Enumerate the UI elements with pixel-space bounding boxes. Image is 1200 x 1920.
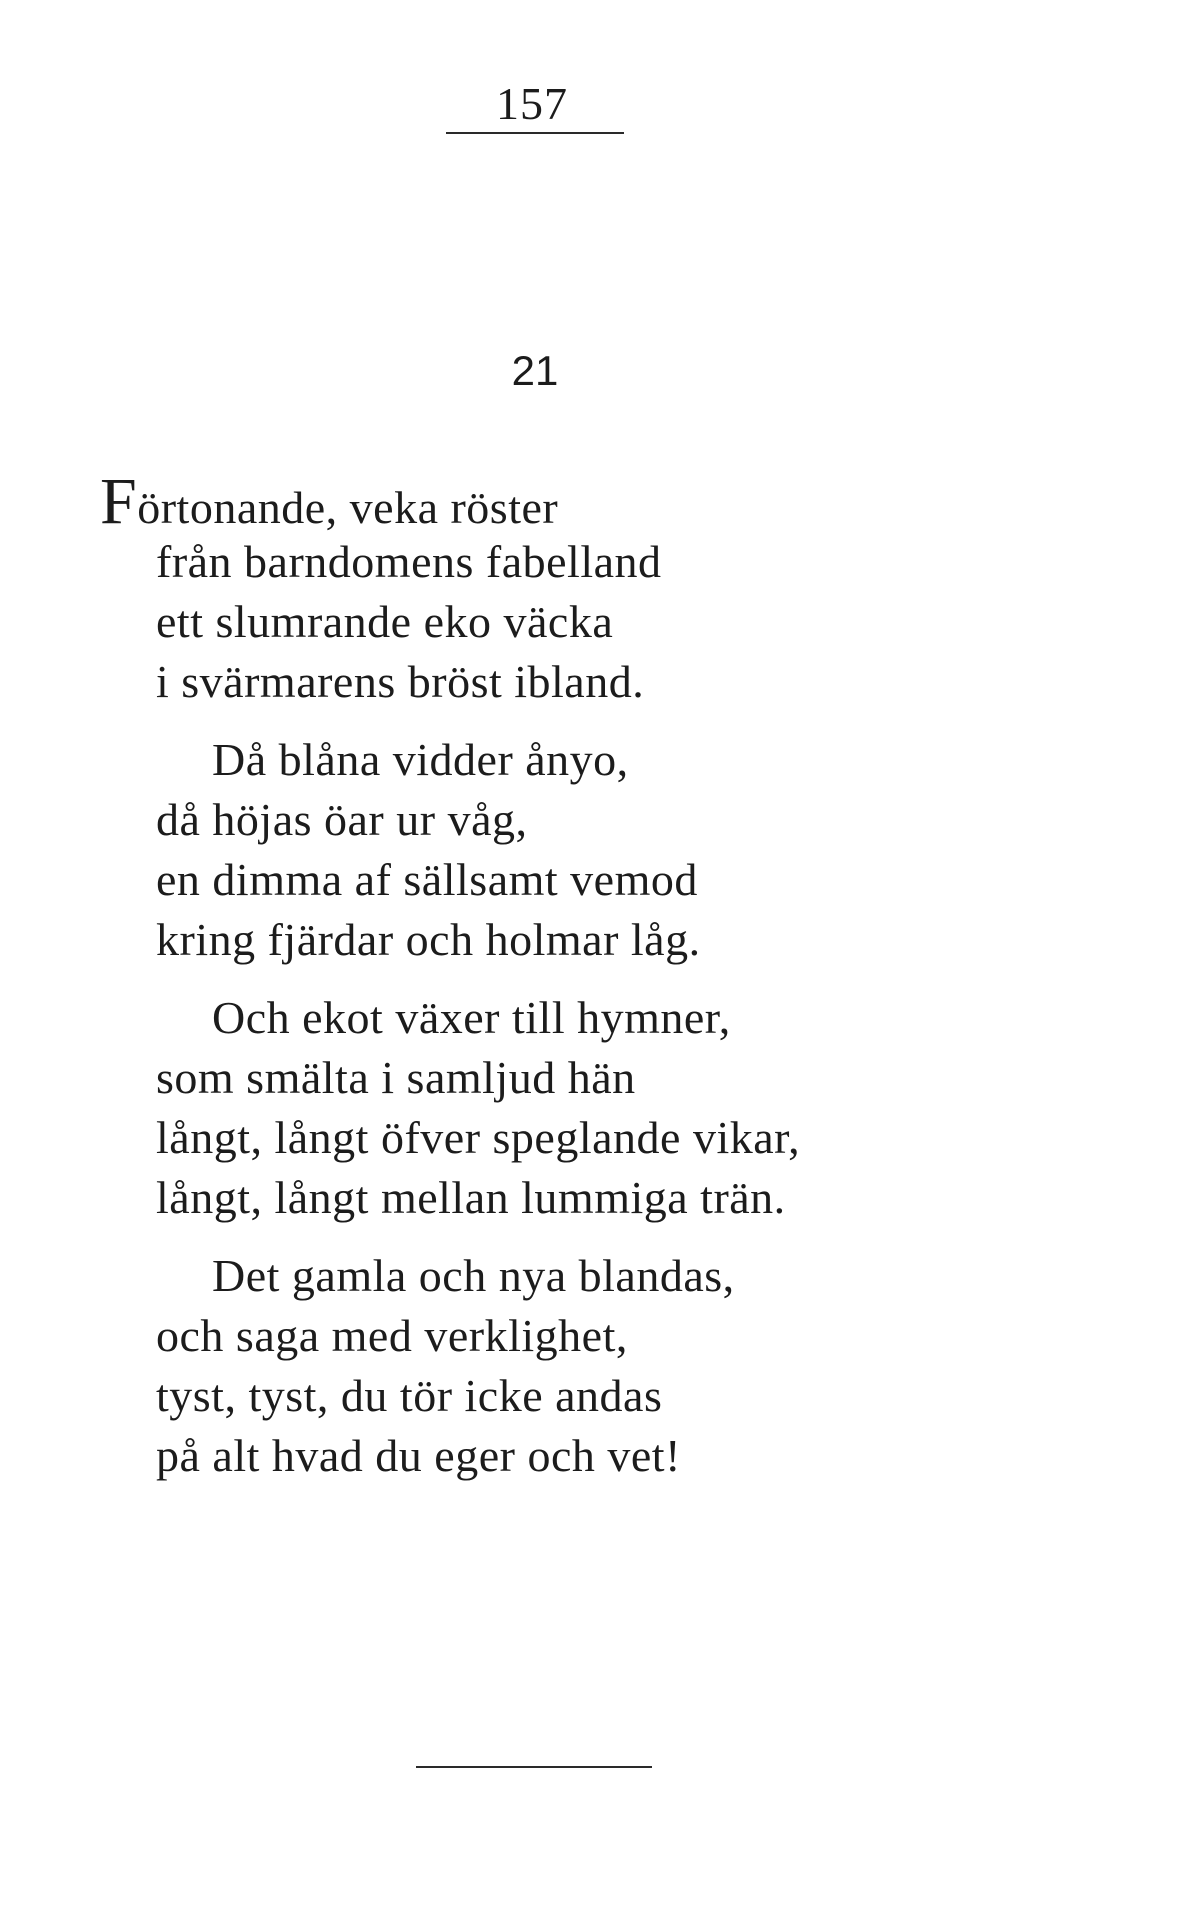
poem-line: långt, långt öfver speglande vikar, (156, 1112, 801, 1163)
poem-line: långt, långt mellan lummiga trän. (156, 1172, 786, 1223)
poem-line: då höjas öar ur våg, (156, 794, 528, 845)
stanza (100, 1246, 1100, 1486)
stanza (100, 730, 1100, 970)
poem-line: i svärmarens bröst ibland. (156, 656, 645, 707)
page-number-rule (446, 132, 624, 134)
page-number: 157 (496, 78, 568, 129)
poem (100, 465, 1100, 1486)
poem-line: på alt hvad du eger och vet! (156, 1430, 681, 1481)
poem-line: Och ekot växer till hymner, (212, 992, 731, 1043)
stanza (100, 465, 1100, 712)
poem-line: och saga med verklighet, (156, 1310, 628, 1361)
poem-line: ett slumrande eko väcka (156, 596, 614, 647)
stanza (100, 988, 1100, 1228)
poem-line: från barndomens fabelland (156, 536, 662, 587)
poem-line: Det gamla och nya blandas, (212, 1250, 735, 1301)
poem-line-text: örtonande, veka röster (137, 482, 559, 533)
poem-line: tyst, tyst, du tör icke andas (156, 1370, 663, 1421)
end-rule (416, 1766, 652, 1768)
poem-number: 21 (511, 347, 559, 394)
poem-line: som smälta i samljud hän (156, 1052, 636, 1103)
poem-line (100, 465, 1100, 538)
poem-line: Då blåna vidder ånyo, (212, 734, 629, 785)
drop-cap: F (100, 465, 138, 538)
poem-line: en dimma af sällsamt vemod (156, 854, 698, 905)
poem-line: kring fjärdar och holmar låg. (156, 914, 701, 965)
